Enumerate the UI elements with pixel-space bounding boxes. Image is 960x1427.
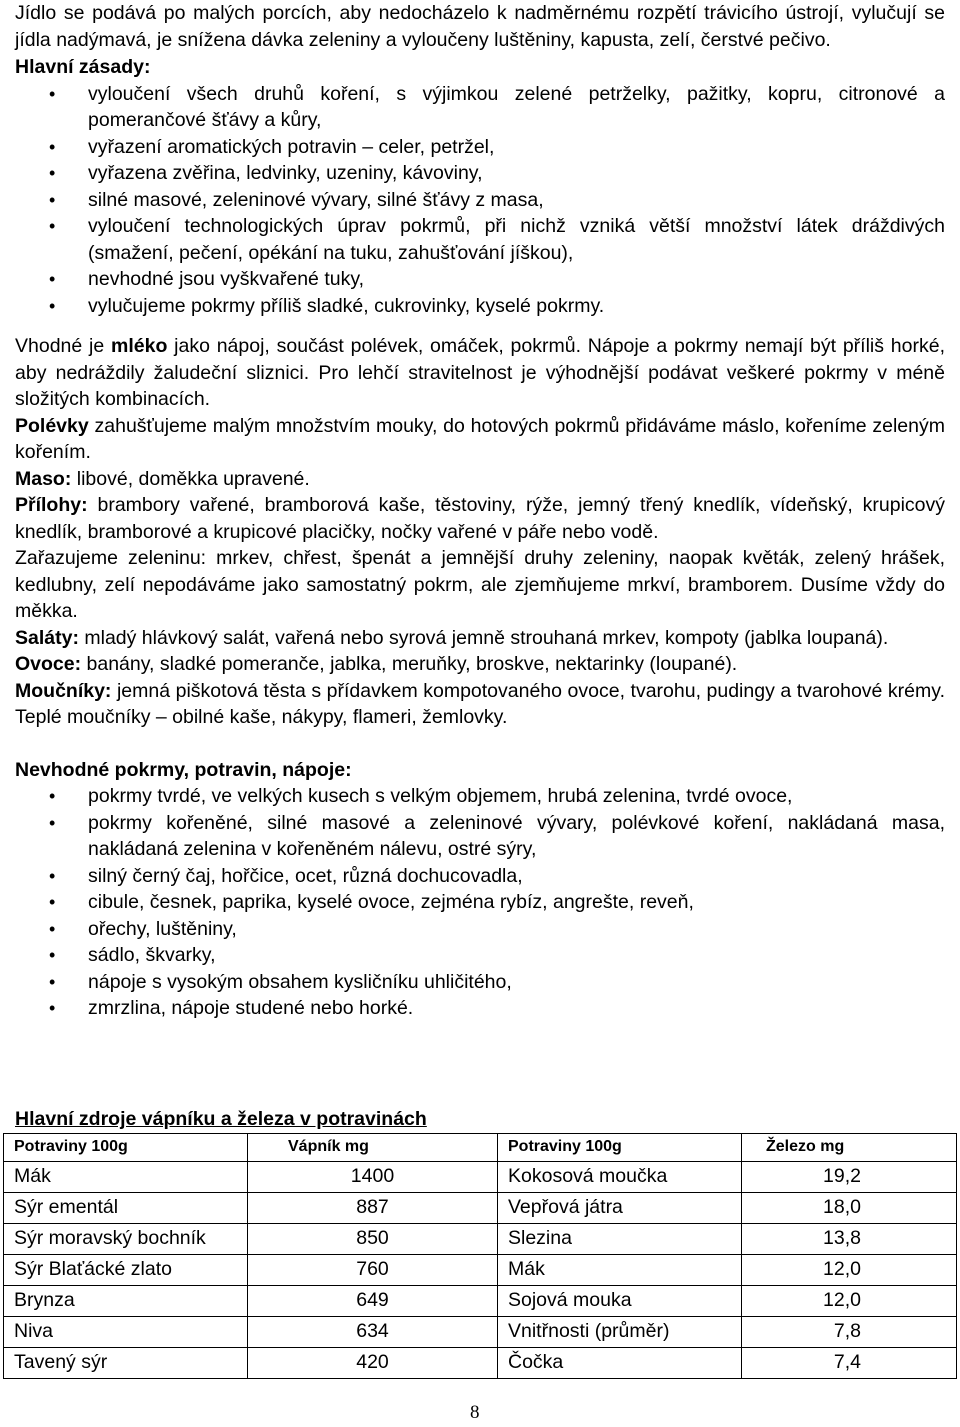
salads-label: Saláty: bbox=[15, 626, 79, 649]
unsuitable-heading: Nevhodné pokrmy, potravin, nápoje: bbox=[15, 758, 352, 781]
table-cell: Niva bbox=[4, 1316, 248, 1347]
salads-paragraph bbox=[15, 625, 945, 652]
table-cell: 18,0 bbox=[742, 1192, 957, 1223]
list-item: • zmrzlina, nápoje studené nebo horké. bbox=[15, 995, 945, 1022]
list-item: • vyřazení aromatických potravin – celer, petržel, bbox=[15, 134, 945, 161]
list-item: • nevhodné jsou vyškvařené tuky, bbox=[15, 266, 945, 293]
text-span: jemná piškotová těsta s přídavkem kompotovaného ovoce, tvarohu, pudingy a tvarohové krémy. Teplé moučníky – obilné kaše, nákypy, flameri, žemlovky. bbox=[15, 679, 945, 728]
table-cell: Tavený sýr bbox=[4, 1347, 248, 1378]
table-cell: 7,4 bbox=[742, 1347, 957, 1378]
text-span: libové, doměkka upravené. bbox=[71, 467, 310, 490]
list-item: • silný černý čaj, hořčice, ocet, různá dochucovadla, bbox=[15, 863, 945, 890]
meat-label: Maso: bbox=[15, 467, 72, 490]
table-cell: Vepřová játra bbox=[498, 1192, 742, 1223]
list-item: • cibule, česnek, paprika, kyselé ovoce, zejména rybíz, angrešte, reveň, bbox=[15, 889, 945, 916]
table-row bbox=[4, 1161, 957, 1192]
table-cell: 634 bbox=[248, 1316, 498, 1347]
list-item: • silné masové, zeleninové vývary, silné šťávy z masa, bbox=[15, 187, 945, 214]
fruit-paragraph bbox=[15, 651, 945, 678]
list-item: • sádlo, škvarky, bbox=[15, 942, 945, 969]
page-number: 8 bbox=[470, 1402, 480, 1423]
soups-paragraph bbox=[15, 413, 945, 466]
table-cell: 850 bbox=[248, 1223, 498, 1254]
table-cell: Sýr moravský bochník bbox=[4, 1223, 248, 1254]
list-item: • pokrmy tvrdé, ve velkých kusech s velkým objemem, hrubá zelenina, tvrdé ovoce, bbox=[15, 783, 945, 810]
header-cell: Potraviny 100g bbox=[4, 1134, 248, 1162]
text-span: Vhodné je bbox=[15, 335, 111, 357]
table-row bbox=[4, 1316, 957, 1347]
table-cell: Mák bbox=[498, 1254, 742, 1285]
table-cell: 12,0 bbox=[742, 1254, 957, 1285]
list-item: • ořechy, luštěniny, bbox=[15, 916, 945, 943]
text-span: zahušťujeme malým množstvím mouky, do hotových pokrmů přidáváme máslo, kořeníme zeleným kořením. bbox=[15, 414, 945, 463]
table-cell: 649 bbox=[248, 1285, 498, 1316]
desserts-paragraph bbox=[15, 678, 945, 731]
list-item: • pokrmy kořeněné, silné masové a zeleninové vývary, polévkové koření, nakládaná masa, nakládaná zelenina v kořeněném nálevu, ostré sýry, bbox=[15, 810, 945, 863]
list-item: • vyloučení technologických úprav pokrmů, při nichž vzniká větší množství látek dráždivých (smažení, pečení, opékání na tuku, zahušťování jíškou), bbox=[15, 213, 945, 266]
document-page bbox=[15, 0, 945, 1022]
sides-label: Přílohy: bbox=[15, 494, 88, 516]
header-cell: Vápník mg bbox=[248, 1134, 498, 1162]
milk-bold: mléko bbox=[111, 335, 168, 357]
table-header-row bbox=[4, 1134, 957, 1162]
table-cell: 12,0 bbox=[742, 1285, 957, 1316]
soups-label: Polévky bbox=[15, 414, 89, 437]
meat-paragraph bbox=[15, 466, 945, 493]
table-row bbox=[4, 1192, 957, 1223]
list-item: • vyloučení všech druhů koření, s výjimkou zelené petrželky, pažitky, kopru, citronové a pomerančové šťávy a kůry, bbox=[15, 81, 945, 134]
vegetables-paragraph: Zařazujeme zeleninu: mrkev, chřest, špenát a jemnější druhy zeleniny, naopak květák, zelený hrášek, kedlubny, zelí nepodáváme jako samostatný pokrm, ale zjemňujeme mrkví, bramborem. Dusíme vždy do měkka. bbox=[15, 547, 945, 622]
table-cell: Sýr Blaťácké zlato bbox=[4, 1254, 248, 1285]
table-row bbox=[4, 1285, 957, 1316]
header-cell: Železo mg bbox=[742, 1134, 957, 1162]
text-span: brambory vařené, bramborová kaše, těstoviny, rýže, jemný třený knedlík, vídeňský, krupicový knedlík, bramborové a krupicové placičky, nočky vařené v páře nebo vodě. bbox=[15, 494, 945, 543]
table-cell: 19,2 bbox=[742, 1161, 957, 1192]
table-title: Hlavní zdroje vápníku a železa v potravinách bbox=[15, 1108, 427, 1130]
principles-heading: Hlavní zásady: bbox=[15, 56, 151, 78]
table-row bbox=[4, 1347, 957, 1378]
text-span: banány, sladké pomeranče, jablka, meruňky, broskve, nektarinky (loupané). bbox=[81, 653, 738, 675]
table-row bbox=[4, 1254, 957, 1285]
list-item: • vylučujeme pokrmy příliš sladké, cukrovinky, kyselé pokrmy. bbox=[15, 293, 945, 320]
unsuitable-list bbox=[15, 783, 945, 1022]
sides-paragraph bbox=[15, 492, 945, 545]
table-cell: Vnitřnosti (průměr) bbox=[498, 1316, 742, 1347]
fruit-label: Ovoce: bbox=[15, 653, 82, 675]
milk-paragraph bbox=[15, 333, 945, 413]
table-cell: Čočka bbox=[498, 1347, 742, 1378]
table-cell: 1400 bbox=[248, 1161, 498, 1192]
text-span: jako nápoj, součást polévek, omáček, pokrmů. Nápoje a pokrmy nemají být příliš horké, aby nedráždily žaludeční sliznici. Pro lehčí stravitelnost je výhodnější podávat veškeré pokrmy v méně složitých kombinacích. bbox=[15, 335, 945, 410]
principles-list bbox=[15, 81, 945, 320]
table-cell: 13,8 bbox=[742, 1223, 957, 1254]
table-cell: 887 bbox=[248, 1192, 498, 1223]
table-cell: 7,8 bbox=[742, 1316, 957, 1347]
table-cell: 760 bbox=[248, 1254, 498, 1285]
desserts-label: Moučníky: bbox=[15, 679, 112, 702]
header-cell: Potraviny 100g bbox=[498, 1134, 742, 1162]
table-row bbox=[4, 1223, 957, 1254]
table-cell: 420 bbox=[248, 1347, 498, 1378]
list-item: • vyřazena zvěřina, ledvinky, uzeniny, kávoviny, bbox=[15, 160, 945, 187]
intro-paragraph: Jídlo se podává po malých porcích, aby nedocházelo k nadměrnému rozpětí trávicího ústrojí, vylučují se jídla nadýmavá, je snížena dávka zeleniny a vyloučeny luštěniny, kapusta, zelí, čerstvé pečivo. bbox=[15, 2, 945, 51]
calcium-iron-table bbox=[3, 1133, 957, 1379]
table-cell: Brynza bbox=[4, 1285, 248, 1316]
text-span: mladý hlávkový salát, vařená nebo syrová jemně strouhaná mrkev, kompoty (jablka loupaná). bbox=[78, 626, 889, 649]
list-item: • nápoje s vysokým obsahem kysličníku uhličitého, bbox=[15, 969, 945, 996]
table-cell: Slezina bbox=[498, 1223, 742, 1254]
table-cell: Sýr ementál bbox=[4, 1192, 248, 1223]
table-cell: Kokosová moučka bbox=[498, 1161, 742, 1192]
table-cell: Mák bbox=[4, 1161, 248, 1192]
table-cell: Sojová mouka bbox=[498, 1285, 742, 1316]
